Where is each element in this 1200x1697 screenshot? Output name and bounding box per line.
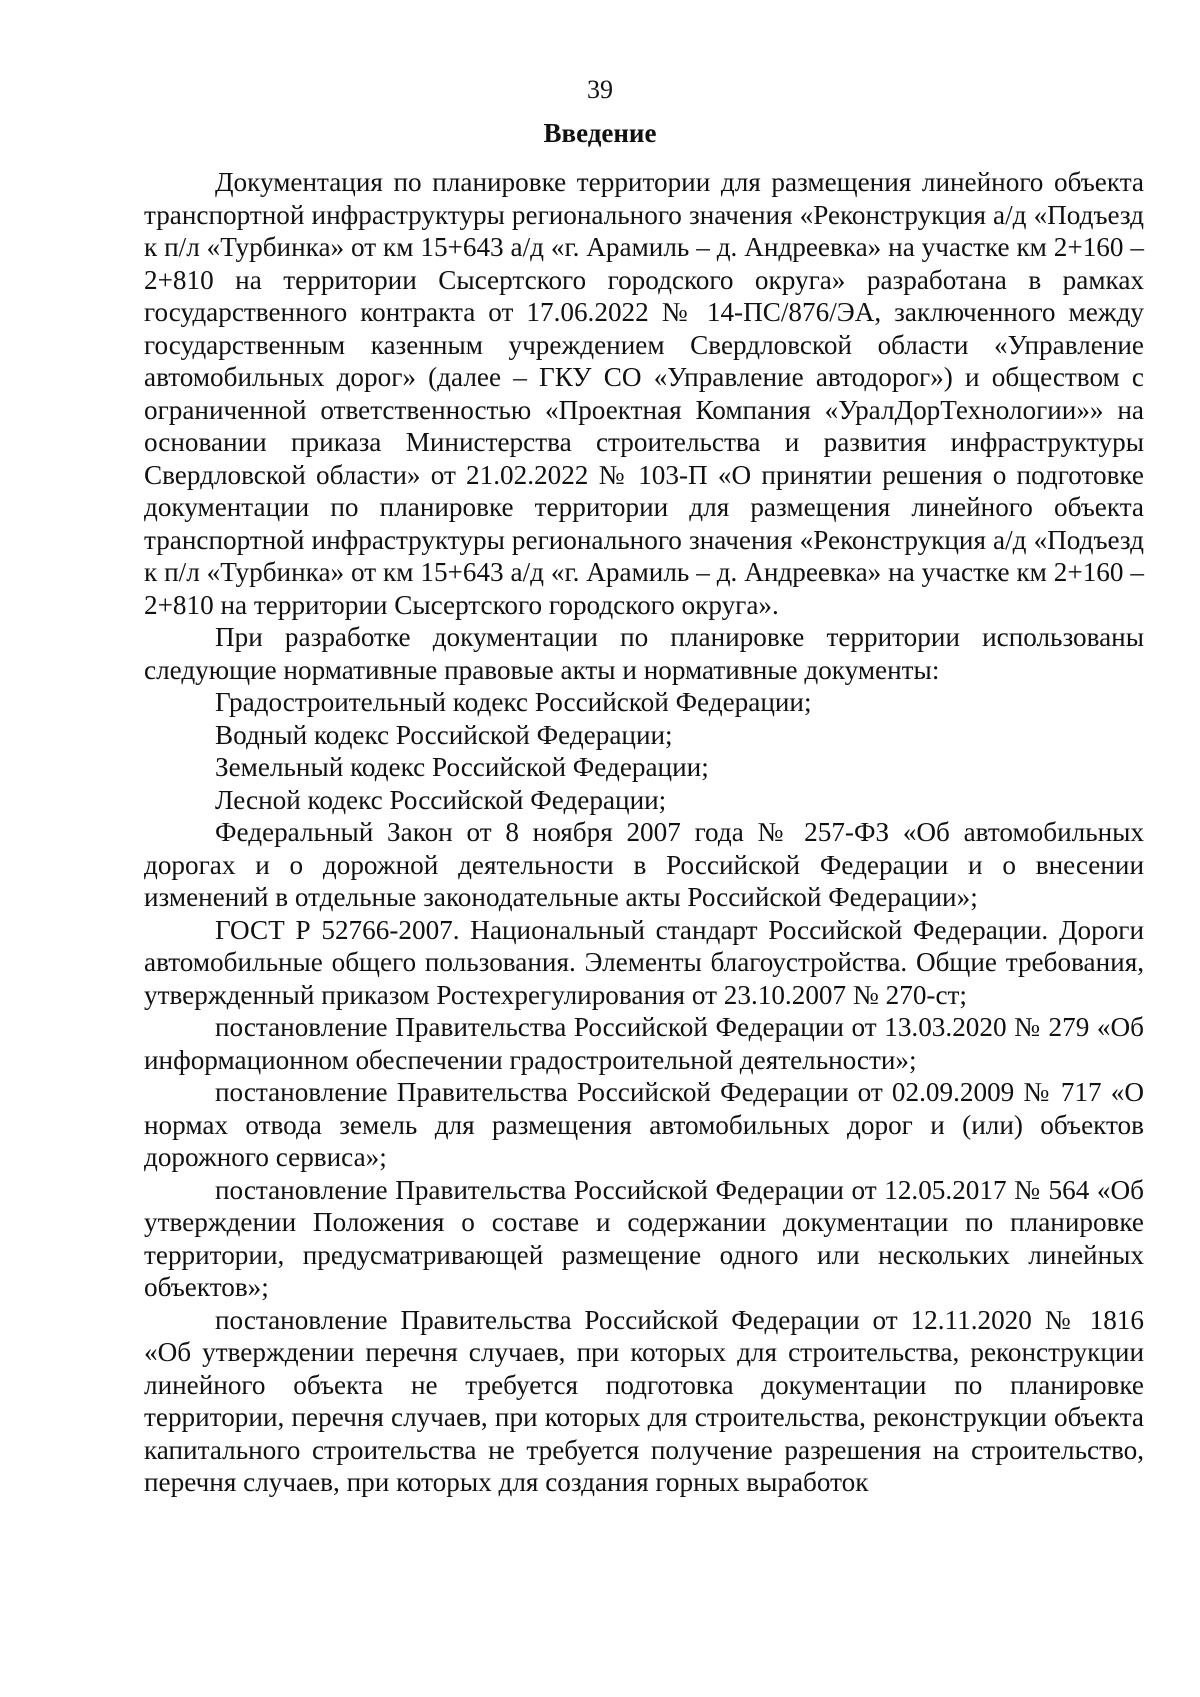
list-item-gost-52766: ГОСТ Р 52766-2007. Национальный стандарт Российской Федерации. Дороги автомобильные общего пользования. Элементы благоустройства. Общие требования, утвержденный приказом Ростехрегулирования от 23.10.2007 № 270-ст; — [144, 914, 1144, 1010]
list-item-resolution-1816: постановление Правительства Российской Федерации от 12.11.2020 № 1816 «Об утверждении перечня случаев, при которых для строительства, реконструкции линейного объекта не требуется подготовка документации по планировке территории, перечня случаев, при которых для строительства, реконструкции объекта капитального строительства не требуется получение разрешения на строительство, перечня случаев, при которых для создания горных выработок — [144, 1304, 1144, 1497]
list-item-land-code: Земельный кодекс Российской Федерации; — [215, 752, 709, 782]
list-item-resolution-564: постановление Правительства Российской Федерации от 12.05.2017 № 564 «Об утверждении Положения о составе и содержании документации по планировке территории, предусматривающей размещение одного или нескольких линейных объектов»; — [144, 1174, 1144, 1302]
list-item-resolution-717: постановление Правительства Российской Федерации от 02.09.2009 № 717 «О нормах отвода земель для размещения автомобильных дорог и (или) объектов дорожного сервиса»; — [144, 1077, 1144, 1172]
list-item-water-code: Водный кодекс Российской Федерации; — [215, 719, 673, 750]
list-item-forest-code: Лесной кодекс Российской Федерации; — [215, 784, 667, 815]
page-number: 39 — [587, 75, 613, 104]
section-heading: Введение — [543, 118, 657, 148]
document-body — [144, 166, 1144, 1499]
list-item-urban-code: Градостроительный кодекс Российской Федерации; — [215, 687, 812, 717]
list-item-resolution-279: постановление Правительства Российской Федерации от 13.03.2020 № 279 «Об информационном обеспечении градостроительной деятельности»; — [144, 1012, 1144, 1075]
paragraph-introduction: Документация по планировке территории для размещения линейного объекта транспортной инфраструктуры регионального значения «Реконструкция а/д «Подъезд к п/л «Турбинка» от км 15+643 а/д «г. Арамиль – д. Андреевка» на участке км 2+160 – 2+810 на территории Сысертского городского округа» разработана в рамках государственного контракта от 17.06.2022 № 14-ПС/876/ЭА, заключенного между государственным казенным учреждением Свердловской области «Управление автомобильных дорог» (далее – ГКУ СО «Управление автодорог») и обществом с ограниченной ответственностью «Проектная Компания «УралДорТехнологии»» на основании приказа Министерства строительства и развития инфраструктуры Свердловской области» от 21.02.2022 № 103-П «О принятии решения о подготовке документации по планировке территории для размещения линейного объекта транспортной инфраструктуры регионального значения «Реконструкция а/д «Подъезд к п/л «Турбинка» от км 15+643 а/д «г. Арамиль – д. Андреевка» на участке км 2+160 – 2+810 на территории Сысертского городского округа». — [144, 167, 1144, 620]
list-item-federal-law-257: Федеральный Закон от 8 ноября 2007 года № 257-ФЗ «Об автомобильных дорогах и о дорожной деятельности в Российской Федерации и о внесении изменений в отдельные законодательные акты Российской Федерации»; — [144, 817, 1144, 912]
paragraph-documents-intro: При разработке документации по планировке территории использованы следующие нормативные правовые акты и нормативные документы: — [144, 622, 1144, 685]
